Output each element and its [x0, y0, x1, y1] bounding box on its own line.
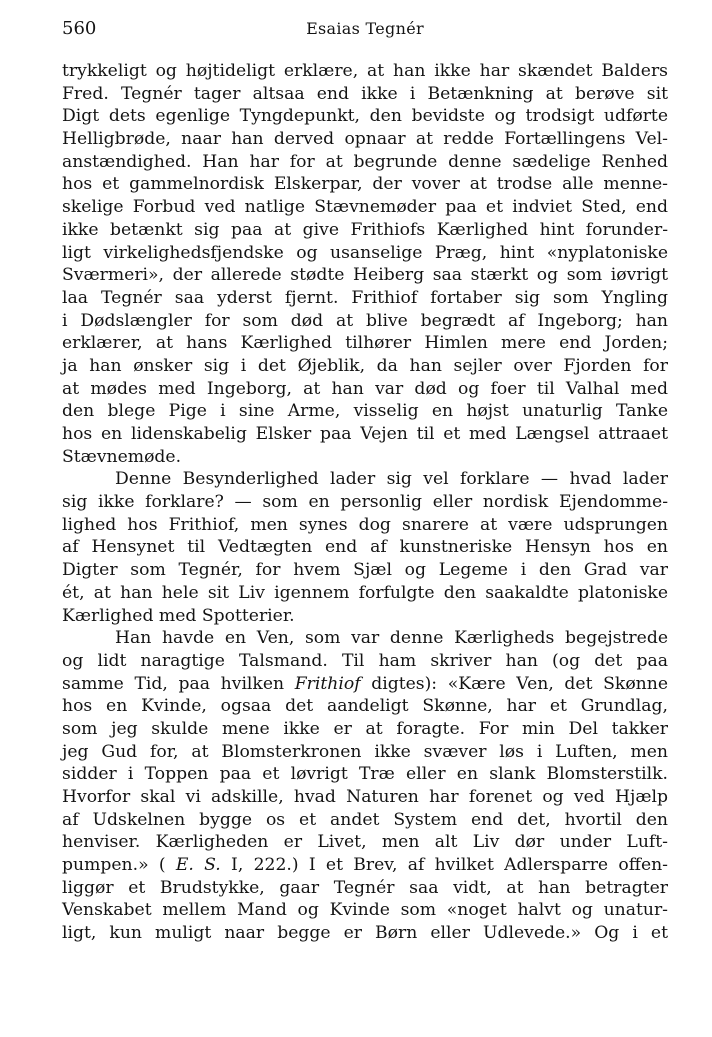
- text-line-content: erklærer, at hans Kærlighed tilhører Himlen mere end Jorden;: [62, 333, 668, 354]
- text-line: [62, 763, 668, 786]
- text-line: [62, 128, 668, 151]
- text-line-content: hos en lidenskabelig Elsker paa Vejen til et med Længsel attraaet: [62, 424, 668, 444]
- text-line-content: sig ikke forklare? — som en personlig eller nordisk Ejendomme-: [62, 492, 668, 513]
- italic-title: Frithiof: [294, 673, 361, 694]
- text-line: [62, 83, 668, 106]
- text-line-content: ligt virkelighedsfjendske og usanselige Præg, hint «nyplatoniske: [62, 242, 668, 263]
- text-line-content: Stævnemøde.: [62, 446, 182, 467]
- text-line: [62, 491, 668, 514]
- text-line: [62, 718, 668, 741]
- text-line: [62, 468, 668, 491]
- text-line-content: Fred. Tegnér tager altsaa end ikke i Betænkning at berøve sit: [62, 83, 668, 104]
- text-line-content: Digt dets egenlige Tyngdepunkt, den bevidste og trodsigt udførte: [62, 106, 668, 127]
- text-line-content: ja han ønsker sig i det Øjeblik, da han sejler over Fjorden for: [62, 355, 668, 376]
- text-line: [62, 650, 668, 673]
- text-line-content: og lidt naragtige Talsmand. Til ham skriver han (og det paa: [62, 650, 668, 671]
- text-line-content: af Hensynet til Vedtægten end af kunstneriske Hensyn hos en: [62, 537, 668, 558]
- text-line-content: den blege Pige i sine Arme, visselig en højst unaturlig Tanke: [62, 401, 668, 422]
- text-line-content: Kærlighed med Spotterier.: [62, 605, 295, 626]
- text-line-content: Helligbrøde, naar han derved opnaar at redde Fortællingens Vel-: [62, 129, 668, 150]
- text-line: [62, 922, 668, 945]
- text-line-content: af Udskelnen bygge os et andet System end det, hvortil den: [62, 809, 668, 830]
- text-line: [62, 536, 668, 559]
- text-line-content: Digter som Tegnér, for hvem Sjæl og Legeme i den Grad var: [62, 560, 668, 581]
- text-line: [62, 741, 668, 764]
- text-line-content: samme Tid, paa hvilken: [62, 673, 285, 694]
- text-line: [62, 423, 668, 446]
- text-line-content: Han havde en Ven, som var denne Kærligheds begejstrede: [115, 628, 668, 649]
- text-line-content: hos et gammelnordisk Elskerpar, der vover at trodse alle menne-: [62, 174, 668, 195]
- text-line-content: henviser. Kærligheden er Livet, men alt Liv dør under Luft-: [62, 832, 668, 853]
- text-line-content: Denne Besynderlighed lader sig vel forklare — hvad lader: [115, 469, 668, 490]
- text-line: [62, 786, 668, 809]
- page-header: [62, 18, 668, 42]
- text-line: [62, 582, 668, 605]
- text-line: [62, 310, 668, 333]
- text-line-content: ligt, kun muligt naar begge er Børn eller Udlevede.» Og i et: [62, 923, 668, 944]
- text-line: [62, 514, 668, 537]
- text-line-content: at mødes med Ingeborg, at han var død og foer til Valhal med: [62, 378, 668, 399]
- text-line-content: lighed hos Frithiof, men synes dog snarere at være udsprungen: [62, 514, 668, 535]
- text-line-content: i Dødslængler for som død at blive begrædt af Ingeborg; han: [62, 310, 668, 331]
- text-line: [62, 673, 668, 696]
- text-line-content: jeg Gud for, at Blomsterkronen ikke svæver løs i Luften, men: [62, 741, 668, 762]
- text-line-tail: I, 222.) I et Brev, af hvilket Adlersparre offen-: [220, 855, 668, 876]
- text-line-content: som jeg skulde mene ikke er at foragte. For min Del takker: [62, 718, 668, 739]
- text-line: [62, 105, 668, 128]
- text-line: [62, 287, 668, 310]
- text-line: [62, 446, 668, 469]
- text-line-content: laa Tegnér saa yderst fjernt. Frithiof fortaber sig som Yngling: [62, 287, 668, 308]
- text-line: [62, 219, 668, 242]
- text-line: [62, 877, 668, 900]
- body-text: [62, 60, 668, 945]
- text-line: [62, 831, 668, 854]
- italic-title: E. S.: [175, 855, 221, 876]
- text-line: [62, 151, 668, 174]
- text-line-content: Sværmeri», der allerede stødte Heiberg saa stærkt og som iøvrigt: [62, 265, 668, 286]
- text-line-content: pumpen.» (: [62, 855, 166, 876]
- text-line: [62, 809, 668, 832]
- text-line-content: hos en Kvinde, ogsaa det aandeligt Skønne, har et Grundlag,: [62, 696, 668, 717]
- text-line: [62, 173, 668, 196]
- text-line: [62, 695, 668, 718]
- text-line-content: Venskabet mellem Mand og Kvinde som «noget halvt og unatur-: [62, 900, 668, 921]
- text-line-content: Hvorfor skal vi adskille, hvad Naturen har forenet og ved Hjælp: [62, 787, 668, 807]
- text-line: [62, 605, 668, 628]
- text-line: [62, 196, 668, 219]
- running-title: Esaias Tegnér: [306, 19, 424, 38]
- text-line: [62, 899, 668, 922]
- text-line: [62, 355, 668, 378]
- text-line-content: skelige Forbud ved natlige Stævnemøder paa et indviet Sted, end: [62, 197, 668, 218]
- text-line-content: ikke betænkt sig paa at give Frithiofs Kærlighed hint forunder-: [62, 219, 668, 240]
- text-line: [62, 264, 668, 287]
- text-line: [62, 332, 668, 355]
- page-number: 560: [62, 18, 97, 39]
- text-line: [62, 559, 668, 582]
- text-line: [62, 242, 668, 265]
- text-line-content: sidder i Toppen paa et løvrigt Træ eller en slank Blomsterstilk.: [62, 764, 668, 785]
- text-line: [62, 60, 668, 83]
- text-line-content: trykkeligt og højtideligt erklære, at han ikke har skændet Balders: [62, 61, 668, 81]
- text-line: [62, 854, 668, 877]
- text-line-tail: digtes): «Kære Ven, det Skønne: [360, 673, 668, 694]
- text-line-content: ét, at han hele sit Liv igennem forfulgte den saakaldte platoniske: [62, 582, 668, 603]
- text-line: [62, 378, 668, 401]
- text-line: [62, 627, 668, 650]
- text-line-content: liggør et Brudstykke, gaar Tegnér saa vidt, at han betragter: [62, 877, 668, 898]
- text-line-content: anstændighed. Han har for at begrunde denne sædelige Renhed: [62, 151, 668, 172]
- text-line: [62, 400, 668, 423]
